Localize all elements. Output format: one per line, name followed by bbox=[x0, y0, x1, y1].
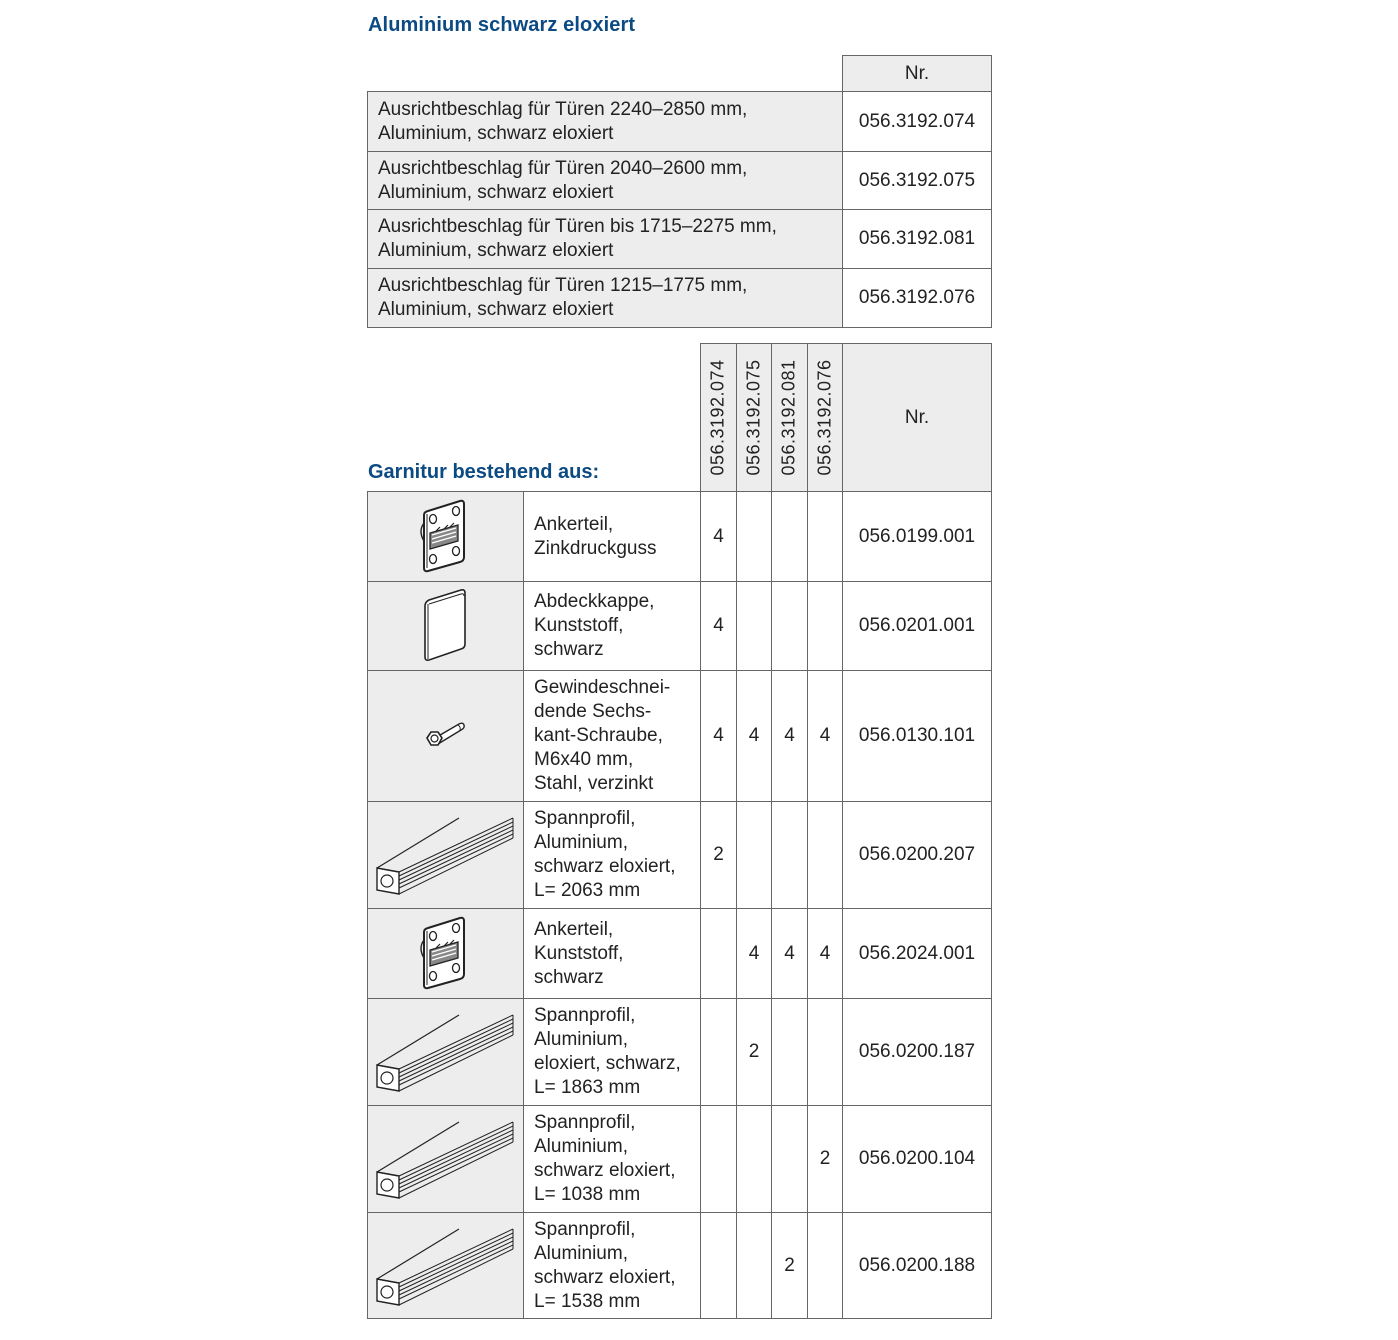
column-header-076 bbox=[807, 343, 843, 492]
desc-line: M6x40 mm, bbox=[534, 749, 634, 770]
quantity-cell bbox=[700, 1105, 737, 1213]
quantity-cell bbox=[700, 801, 737, 909]
quantity-value: 4 bbox=[819, 942, 831, 964]
desc-line: Aluminium, schwarz eloxiert bbox=[378, 240, 614, 261]
component-description bbox=[523, 801, 701, 909]
component-description bbox=[523, 670, 701, 802]
component-nr-cell bbox=[842, 1212, 992, 1319]
quantity-cell bbox=[771, 491, 808, 582]
nr-header-label: Nr. bbox=[904, 62, 930, 84]
component-description bbox=[523, 491, 701, 582]
desc-line: schwarz bbox=[534, 639, 604, 660]
nr-header-label: Nr. bbox=[904, 406, 930, 428]
table-row-desc bbox=[367, 151, 843, 210]
table-row-desc bbox=[367, 91, 843, 152]
quantity-cell bbox=[700, 491, 737, 582]
profile-bar-icon bbox=[371, 810, 521, 900]
nr-header bbox=[842, 55, 992, 92]
component-image-cell bbox=[367, 801, 524, 909]
component-nr-cell bbox=[842, 998, 992, 1106]
column-header-label: 056.3192.076 bbox=[814, 359, 835, 476]
column-header-label: 056.3192.081 bbox=[779, 359, 800, 476]
quantity-cell bbox=[700, 581, 737, 671]
article-number: 056.0201.001 bbox=[858, 615, 976, 636]
quantity-cell bbox=[736, 491, 772, 582]
quantity-value: 2 bbox=[819, 1148, 831, 1169]
desc-line: Aluminium, bbox=[534, 832, 628, 853]
desc-line: Ausrichtbeschlag für Türen bis 1715–2275 mm, bbox=[378, 216, 777, 237]
column-header-075 bbox=[736, 343, 772, 492]
component-image-cell bbox=[367, 998, 524, 1106]
quantity-value: 2 bbox=[748, 1041, 760, 1062]
column-header-label: 056.3192.074 bbox=[708, 359, 729, 476]
component-image-cell bbox=[367, 491, 524, 582]
quantity-cell bbox=[807, 801, 843, 909]
column-header-081 bbox=[771, 343, 808, 492]
hex-screw-icon bbox=[421, 716, 471, 756]
desc-line: schwarz eloxiert, bbox=[534, 1266, 676, 1288]
table-row-nr bbox=[842, 91, 992, 152]
desc-line: L= 1038 mm bbox=[534, 1184, 641, 1205]
quantity-cell bbox=[700, 908, 737, 999]
quantity-cell bbox=[807, 670, 843, 802]
article-number: 056.0130.101 bbox=[858, 725, 976, 746]
article-number: 056.2024.001 bbox=[858, 942, 976, 964]
desc-line: Spannprofil, bbox=[534, 808, 636, 829]
quantity-cell bbox=[771, 1105, 808, 1213]
quantity-cell bbox=[807, 581, 843, 671]
quantity-cell bbox=[771, 1212, 808, 1319]
quantity-value: 4 bbox=[784, 725, 795, 746]
article-number: 056.0200.207 bbox=[858, 844, 976, 865]
column-header-label: 056.3192.075 bbox=[743, 359, 764, 476]
component-image-cell bbox=[367, 581, 524, 671]
quantity-cell bbox=[736, 998, 772, 1106]
anchor-plate-icon bbox=[416, 497, 476, 577]
section-title-set: Garnitur bestehend aus: bbox=[368, 461, 600, 483]
quantity-value: 4 bbox=[748, 942, 760, 964]
quantity-cell bbox=[771, 581, 808, 671]
component-description bbox=[523, 1212, 701, 1319]
quantity-cell bbox=[736, 908, 772, 999]
quantity-cell bbox=[807, 1105, 843, 1213]
article-number: 056.3192.081 bbox=[858, 228, 976, 249]
desc-line: Kunststoff, bbox=[534, 615, 624, 636]
desc-line: Aluminium, schwarz eloxiert bbox=[378, 181, 614, 203]
desc-line: Spannprofil, bbox=[534, 1005, 636, 1026]
section-title-aluminium: Aluminium schwarz eloxiert bbox=[368, 14, 636, 36]
quantity-cell bbox=[771, 801, 808, 909]
desc-line: Ankerteil, bbox=[534, 513, 614, 535]
quantity-cell bbox=[736, 801, 772, 909]
quantity-cell bbox=[700, 998, 737, 1106]
quantity-cell bbox=[807, 998, 843, 1106]
profile-bar-icon bbox=[371, 1221, 521, 1311]
component-nr-cell bbox=[842, 1105, 992, 1213]
article-number: 056.0200.187 bbox=[858, 1041, 976, 1062]
desc-line: Aluminium, bbox=[534, 1029, 628, 1050]
quantity-cell bbox=[771, 998, 808, 1106]
desc-line: schwarz eloxiert, bbox=[534, 856, 676, 877]
quantity-cell bbox=[700, 1212, 737, 1319]
anchor-plate-icon bbox=[416, 914, 476, 994]
desc-line: L= 1863 mm bbox=[534, 1077, 641, 1098]
nr-header bbox=[842, 343, 992, 492]
desc-line: dende Sechs- bbox=[534, 701, 652, 722]
component-image-cell bbox=[367, 1212, 524, 1319]
desc-line: Aluminium, bbox=[534, 1136, 628, 1157]
desc-line: schwarz eloxiert, bbox=[534, 1160, 676, 1181]
quantity-cell bbox=[700, 670, 737, 802]
desc-line: Ausrichtbeschlag für Türen 2240–2850 mm, bbox=[378, 98, 748, 120]
quantity-cell bbox=[807, 908, 843, 999]
quantity-value: 4 bbox=[748, 725, 760, 746]
component-nr-cell bbox=[842, 908, 992, 999]
component-nr-cell bbox=[842, 670, 992, 802]
quantity-value: 4 bbox=[713, 615, 724, 636]
quantity-cell bbox=[807, 491, 843, 582]
desc-line: schwarz bbox=[534, 966, 604, 988]
component-nr-cell bbox=[842, 581, 992, 671]
quantity-value: 4 bbox=[713, 725, 724, 746]
component-nr-cell bbox=[842, 491, 992, 582]
component-nr-cell bbox=[842, 801, 992, 909]
desc-line: Aluminium, schwarz eloxiert bbox=[378, 122, 614, 144]
desc-line: Zinkdruckguss bbox=[534, 537, 657, 559]
component-description bbox=[523, 581, 701, 671]
desc-line: Stahl, verzinkt bbox=[534, 773, 654, 794]
desc-line: L= 1538 mm bbox=[534, 1290, 641, 1312]
desc-line: Abdeckkappe, bbox=[534, 591, 655, 612]
profile-bar-icon bbox=[371, 1114, 521, 1204]
component-description bbox=[523, 1105, 701, 1213]
component-image-cell bbox=[367, 670, 524, 802]
quantity-value: 4 bbox=[713, 525, 724, 547]
column-header-074 bbox=[700, 343, 737, 492]
desc-line: eloxiert, schwarz, bbox=[534, 1053, 681, 1074]
table-row-nr bbox=[842, 268, 992, 328]
cover-cap-icon bbox=[421, 586, 471, 666]
article-number: 056.3192.075 bbox=[858, 169, 976, 191]
desc-line: Gewindeschnei- bbox=[534, 677, 671, 698]
desc-line: kant-Schraube, bbox=[534, 725, 663, 746]
desc-line: Spannprofil, bbox=[534, 1218, 636, 1240]
article-number: 056.3192.074 bbox=[858, 110, 976, 132]
table-row-nr bbox=[842, 151, 992, 210]
quantity-cell bbox=[736, 670, 772, 802]
desc-line: Aluminium, bbox=[534, 1242, 628, 1264]
quantity-cell bbox=[736, 581, 772, 671]
quantity-value: 4 bbox=[819, 725, 831, 746]
quantity-cell bbox=[736, 1105, 772, 1213]
component-image-cell bbox=[367, 1105, 524, 1213]
component-image-cell bbox=[367, 908, 524, 999]
quantity-cell bbox=[736, 1212, 772, 1319]
quantity-value: 2 bbox=[784, 1254, 795, 1276]
article-number: 056.0199.001 bbox=[858, 525, 976, 547]
quantity-value: 2 bbox=[713, 844, 724, 865]
profile-bar-icon bbox=[371, 1007, 521, 1097]
desc-line: Ausrichtbeschlag für Türen 2040–2600 mm, bbox=[378, 157, 748, 179]
article-number: 056.3192.076 bbox=[858, 287, 976, 308]
desc-line: Ankerteil, bbox=[534, 918, 614, 940]
component-description bbox=[523, 908, 701, 999]
quantity-cell bbox=[807, 1212, 843, 1319]
quantity-value: 4 bbox=[784, 942, 795, 964]
desc-line: Aluminium, schwarz eloxiert bbox=[378, 299, 614, 320]
table-row-nr bbox=[842, 209, 992, 269]
desc-line: Kunststoff, bbox=[534, 942, 624, 964]
desc-line: Ausrichtbeschlag für Türen 1215–1775 mm, bbox=[378, 275, 748, 296]
quantity-cell bbox=[771, 670, 808, 802]
component-description bbox=[523, 998, 701, 1106]
table-row-desc bbox=[367, 209, 843, 269]
table-row-desc bbox=[367, 268, 843, 328]
article-number: 056.0200.188 bbox=[858, 1254, 976, 1276]
desc-line: Spannprofil, bbox=[534, 1112, 636, 1133]
article-number: 056.0200.104 bbox=[858, 1148, 976, 1169]
quantity-cell bbox=[771, 908, 808, 999]
desc-line: L= 2063 mm bbox=[534, 880, 641, 901]
